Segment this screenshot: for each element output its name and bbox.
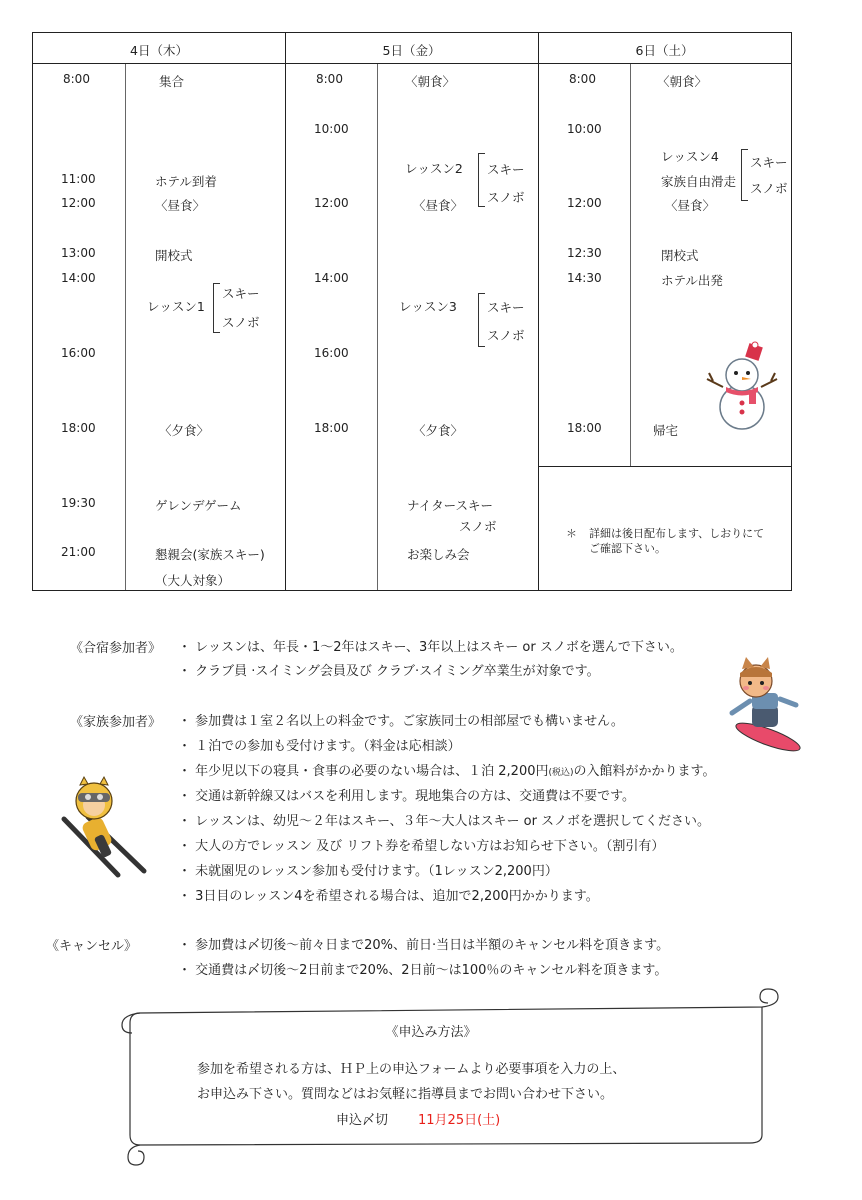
list-item: ・ 参加費は〆切後～前々日まで20%、前日·当日は半額のキャンセル料を頂きます。 [178,938,670,953]
bracket-icon [213,283,220,333]
time-divider [377,64,378,590]
time-label: 10:00 [314,122,349,136]
time-label: 18:00 [314,421,349,435]
bracket-icon [478,153,485,207]
column-divider [285,33,286,590]
event-lesson-2: レッスン2 [405,161,463,176]
time-label: 12:30 [567,246,602,260]
event-lunch: 〈昼食〉 [413,198,464,213]
time-label: 16:00 [61,346,96,360]
event-night-snowboard: スノボ [459,519,497,534]
option-snowboard: スノボ [222,315,260,330]
list-item: ・ 参加費は１室２名以上の料金です。ご家族同士の相部屋でも構いません。 [178,714,624,729]
time-label: 13:00 [61,246,96,260]
list-item: ・ レッスンは、年長・1～2年はスキー、3年以上はスキー or スノボを選んで下さい。 [178,640,683,655]
day-header-2: 5日（金） [382,43,441,58]
time-label: 10:00 [567,122,602,136]
time-label: 14:00 [61,271,96,285]
camp-participants-label: 《合宿参加者》 [70,641,162,656]
option-ski: スキー [222,286,260,301]
event-lunch: 〈昼食〉 [665,198,716,213]
schedule-table [32,32,792,591]
snowman-icon [703,341,781,433]
tax-note: (税込) [548,768,574,778]
option-snowboard: スノボ [487,190,525,205]
deadline-label: 申込〆切 [336,1113,389,1128]
event-fun: お楽しみ会 [407,547,470,562]
deadline-date: 11月25日(土) [418,1113,501,1128]
list-item-text: ・ 年少児以下の寝具・食事の必要のない場合は、１泊 2,200円 [178,764,549,779]
note-line-2: ご確認下さい。 [589,542,666,555]
note-mark: ＊ [566,527,577,540]
day-header-1: 4日（木） [130,43,188,58]
event-slope-game: ゲレンデゲーム [155,498,242,513]
application-line-2: お申込み下さい。質問などはお気軽に指導員までお問い合わせ下さい。 [197,1087,614,1102]
event-gather: 集合 [159,74,185,89]
event-hotel-depart: ホテル出発 [661,273,723,288]
time-divider [125,64,126,590]
time-divider [630,64,631,466]
family-participants-label: 《家族参加者》 [70,715,162,730]
list-item: ・ 未就園児のレッスン参加も受付けます。（1レッスン2,200円） [178,864,558,879]
time-label: 21:00 [61,545,96,559]
time-label: 18:00 [567,421,602,435]
event-closing: 閉校式 [661,248,699,263]
time-label: 8:00 [316,72,343,86]
option-ski: スキー [487,300,525,315]
event-dinner: 〈夕食〉 [159,423,210,438]
list-item: ・ 交通費は〆切後～2日前まで20%、2日前～は100％のキャンセル料を頂きます。 [178,963,668,978]
time-label: 11:00 [61,172,96,186]
time-label: 19:30 [61,496,96,510]
event-lesson-3: レッスン3 [399,299,457,314]
header-divider [33,63,791,64]
event-breakfast: 〈朝食〉 [657,74,708,89]
option-ski: スキー [750,155,788,170]
bracket-icon [741,149,748,201]
column-divider [538,33,539,590]
event-return-home: 帰宅 [653,423,679,438]
event-lunch: 〈昼食〉 [155,198,206,213]
ski-jumper-icon [58,775,148,880]
list-item: ・ １泊での参加も受付けます。（料金は応相談） [178,739,461,754]
event-lesson-4: レッスン4 [661,149,719,164]
event-opening: 開校式 [155,248,193,263]
event-family-free: 家族自由滑走 [661,174,737,189]
event-breakfast: 〈朝食〉 [405,74,456,89]
time-label: 12:00 [314,196,349,210]
list-item: ・ 3日目のレッスン4を希望される場合は、追加で2,200円かかります。 [178,889,599,904]
event-party-note: （大人対象） [155,573,231,588]
time-label: 18:00 [61,421,96,435]
cancel-label: 《キャンセル》 [46,939,138,954]
application-title: 《申込み方法》 [385,1025,477,1040]
time-label: 14:00 [314,271,349,285]
bracket-icon [478,293,485,347]
note-line-1: 詳細は後日配布します、しおりにて [589,527,765,540]
time-label: 12:00 [567,196,602,210]
time-label: 8:00 [63,72,90,86]
time-label: 14:30 [567,271,602,285]
event-party: 懇親会(家族スキー) [155,547,265,562]
time-label: 16:00 [314,346,349,360]
event-lesson-1: レッスン1 [147,299,205,314]
list-item: ・ レッスンは、幼児～２年はスキー、３年～大人はスキー or スノボを選択してください。 [178,814,711,829]
list-item: ・ クラブ員 ·スイミング会員及び クラブ·スイミング卒業生が対象です。 [178,664,600,679]
scroll-banner-icon [110,985,790,1170]
time-label: 12:00 [61,196,96,210]
time-label: 8:00 [569,72,596,86]
note-divider [538,466,791,467]
option-ski: スキー [487,162,525,177]
list-item: ・ 大人の方でレッスン 及び リフト券を希望しない方はお知らせ下さい。（割引有） [178,839,665,854]
option-snowboard: スノボ [750,181,788,196]
day-header-3: 6日（土） [635,43,694,58]
event-night-ski: ナイタースキー [407,498,494,513]
option-snowboard: スノボ [487,328,525,343]
list-item-text: の入館料がかかります。 [573,764,716,779]
list-item: ・ 交通は新幹線又はバスを利用します。現地集合の方は、交通費は不要です。 [178,789,636,804]
snowboarder-cat-icon [724,655,804,755]
event-dinner: 〈夕食〉 [413,423,464,438]
application-line-1: 参加を希望される方は、ＨＰ上の申込フォームより必要事項を入力の上、 [197,1062,626,1077]
event-hotel-arrival: ホテル到着 [155,174,217,189]
list-item [178,760,715,779]
